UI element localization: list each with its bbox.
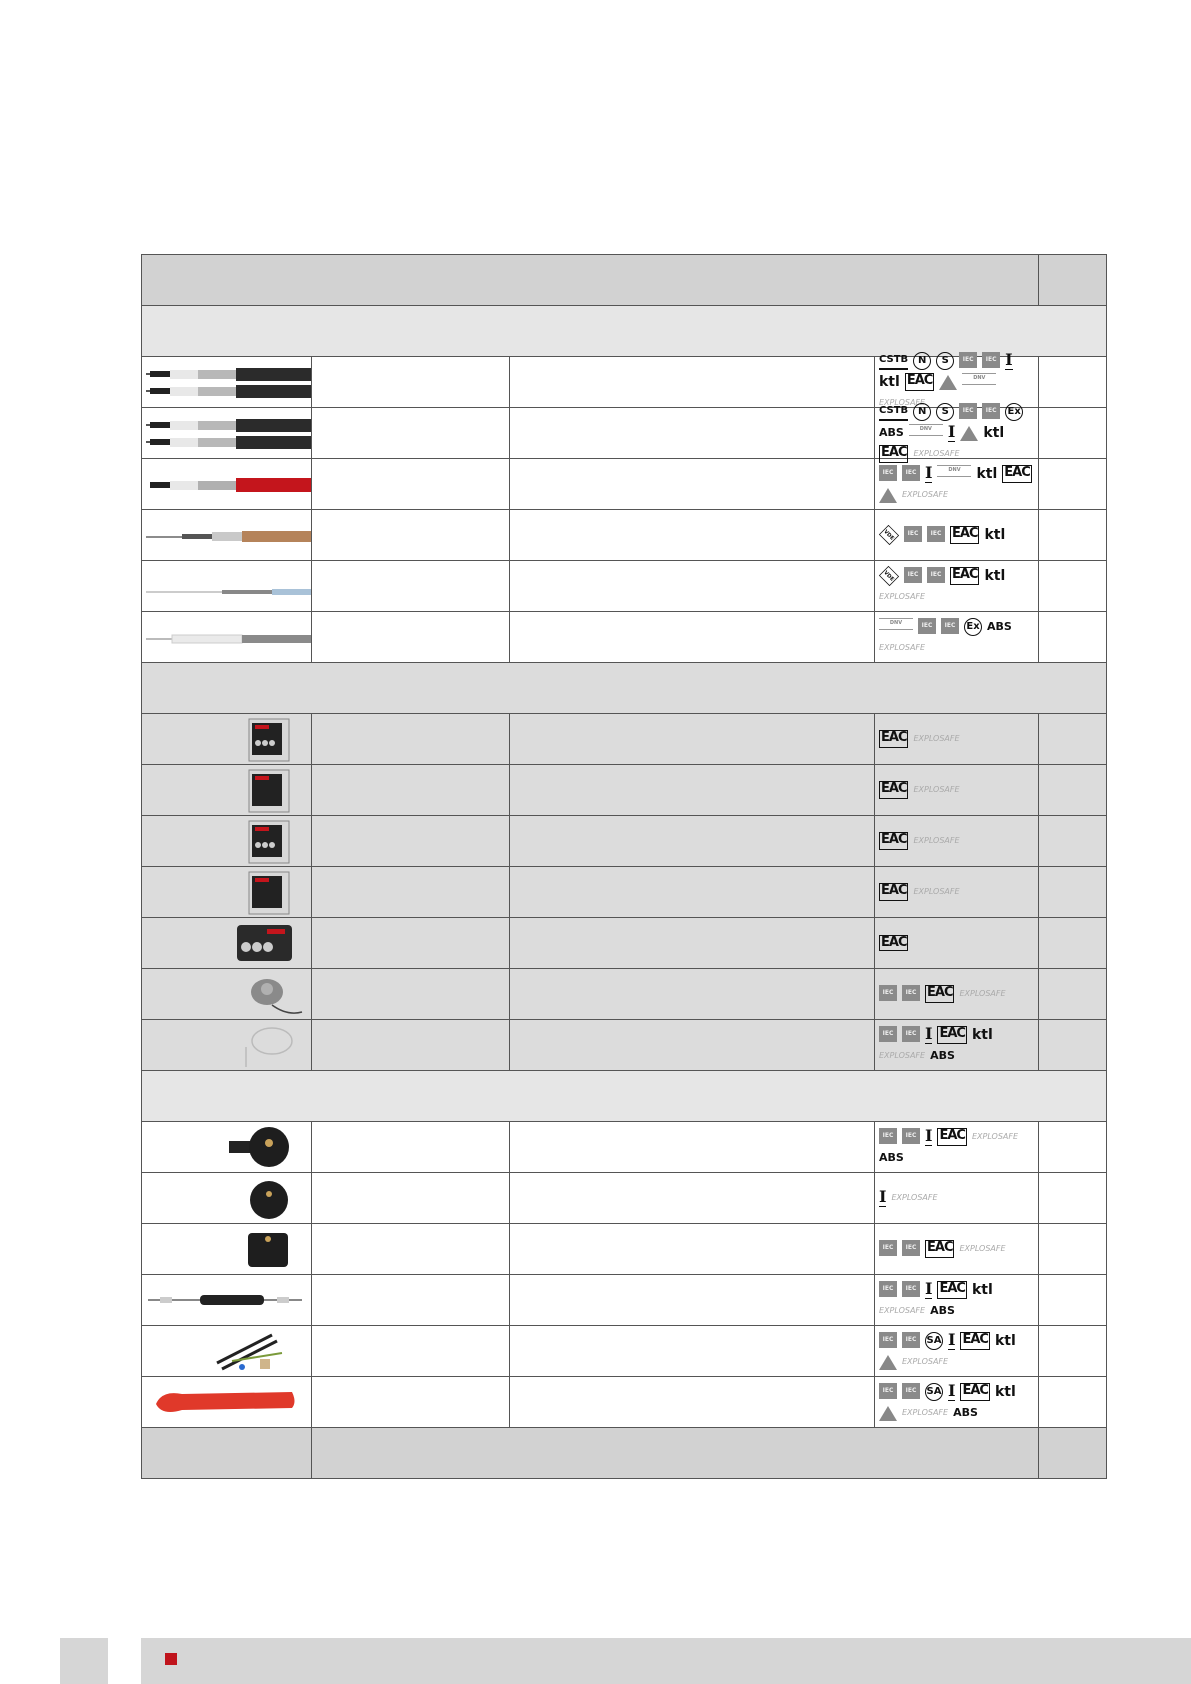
cert-dnv-icon: DNV [962,373,996,385]
cert-cstb-icon: CSTB [879,403,908,421]
table-row [142,1020,1107,1071]
cert-iec-icon: IEC [879,1332,897,1348]
cert-iec-icon: IEC [902,985,920,1001]
product-image [142,766,311,814]
cert-iec-icon: IEC [879,1240,897,1256]
product-description-cell [510,867,875,918]
cert-vde-icon: VDE [879,565,899,585]
cert-triangle-icon [879,1406,897,1421]
cert-abs-icon: ABS [953,1405,978,1419]
product-name-cell [312,1275,510,1326]
cert-explosafe-icon: EXPLOSAFE [879,398,926,407]
footer-page-block [60,1638,108,1684]
certifications-cell [875,510,1039,561]
section-heading-cables [142,306,1107,357]
cert-eac-icon: EAC [879,883,908,901]
cert-explosafe-icon: EXPLOSAFE [959,1244,1006,1253]
cert-vde-icon: VDE [879,525,899,545]
product-description-cell [510,408,875,459]
product-name-cell [312,612,510,663]
product-description-cell [510,1224,875,1275]
page-ref-cell [1039,918,1107,969]
page-ref-cell [1039,408,1107,459]
cert-explosafe-icon: EXPLOSAFE [879,1305,926,1315]
connection-kit-icon [142,1276,311,1324]
cert-eac-icon: EAC [937,1026,966,1044]
product-name-cell [312,765,510,816]
product-name-cell [312,867,510,918]
cert-i-icon: I [925,1278,933,1298]
cert-s-icon: S [936,352,954,370]
certifications-cell [875,350,1039,408]
cert-explosafe-icon: EXPLOSAFE [913,734,960,743]
cert-eac-icon: EAC [950,567,979,585]
certification-logos [875,1380,1038,1424]
product-image [142,919,311,967]
product-description-cell [510,510,875,561]
cert-iec-icon: IEC [902,1128,920,1144]
cert-iec-icon: IEC [904,567,922,583]
product-image-cell [142,765,312,816]
certifications-cell [875,918,1039,969]
section-heading-accessories [142,1071,1107,1122]
cert-explosafe-icon: EXPLOSAFE [913,887,960,896]
certifications-cell [875,1020,1039,1071]
product-name-cell [312,1224,510,1275]
cert-ktl-icon: ktl [994,1332,1016,1349]
product-description-cell [510,1122,875,1173]
table-row [142,459,1107,510]
certifications-cell [875,1122,1039,1173]
cert-i-icon: I [948,1329,956,1349]
page-ref-cell [1039,1326,1107,1377]
table-footer-row [142,1428,1107,1479]
certifications-cell [875,1377,1039,1428]
table-row [142,1224,1107,1275]
product-image-cell [142,816,312,867]
cert-eac-icon: EAC [905,373,934,391]
page-ref-cell [1039,1020,1107,1071]
table-row [142,765,1107,816]
table-row [142,561,1107,612]
cert-iec-icon: IEC [941,618,959,634]
cert-iec-icon: IEC [902,1281,920,1297]
cert-explosafe-icon: EXPLOSAFE [902,1356,949,1366]
table-row [142,408,1107,459]
footer-accent-square [165,1653,177,1665]
end-seal-icon [142,1327,311,1375]
product-image-cell [142,969,312,1020]
cert-ktl-icon: ktl [994,1383,1016,1400]
cert-explosafe-icon: EXPLOSAFE [913,836,960,845]
cert-explosafe-icon: EXPLOSAFE [959,989,1006,998]
footer-cell-left [142,1428,312,1479]
page-ref-cell [1039,816,1107,867]
cert-explosafe-icon: EXPLOSAFE [913,785,960,794]
connection-kit-icon [142,1174,311,1222]
product-name-cell [312,714,510,765]
controller-icon [142,868,311,916]
product-image [142,1174,311,1222]
cert-eac-icon: EAC [925,1240,954,1258]
section-heading-accessories-cell [142,1071,1107,1122]
product-image [142,562,311,610]
product-image-cell [142,612,312,663]
cert-iec-icon: IEC [902,1026,920,1042]
cert-iec-icon: IEC [982,403,1000,419]
certifications-cell [875,969,1039,1020]
product-image [142,715,311,763]
product-image [142,817,311,865]
cert-cstb-icon: CSTB [879,352,908,370]
cert-eac-icon: EAC [960,1383,989,1401]
page-ref-cell [1039,1173,1107,1224]
cable-icon [142,460,311,508]
product-image-cell [142,561,312,612]
product-image [142,1378,311,1426]
cert-eac-icon: EAC [1002,465,1031,483]
table-row [142,612,1107,663]
product-image-cell [142,408,312,459]
certification-logos [875,819,1038,863]
table-row [142,1326,1107,1377]
cert-explosafe-icon: EXPLOSAFE [879,642,926,652]
product-name-cell [312,459,510,510]
product-image-cell [142,714,312,765]
table-row [142,918,1107,969]
page-ref-cell [1039,1122,1107,1173]
cert-iec-icon: IEC [918,618,936,634]
page-ref-cell [1039,561,1107,612]
cert-ktl-icon: ktl [971,1281,993,1298]
product-name-cell [312,510,510,561]
cert-abs-icon: ABS [879,426,904,439]
cert-sa-icon: SA [925,1383,943,1401]
controller-icon [142,715,311,763]
table-row [142,1122,1107,1173]
section-heading-cables-cell [142,306,1107,357]
cert-i-icon: I [925,1023,933,1043]
cert-ex-icon: Ex [964,618,982,636]
product-name-cell [312,1122,510,1173]
certification-logos [875,972,1038,1016]
certification-logos [875,921,1038,965]
controller-icon [142,766,311,814]
cert-s-icon: S [936,403,954,421]
cert-eac-icon: EAC [879,832,908,850]
cert-ex-icon: Ex [1005,403,1023,421]
certifications-cell [875,714,1039,765]
product-description-cell [510,714,875,765]
cert-eac-icon: EAC [937,1281,966,1299]
cert-iec-icon: IEC [927,567,945,583]
cable-icon [142,511,311,559]
certifications-cell [875,459,1039,510]
cert-triangle-icon [960,426,978,441]
page-ref-cell [1039,1377,1107,1428]
cert-dnv-icon: DNV [909,424,943,436]
table-row [142,867,1107,918]
cert-i-icon: I [925,1125,933,1145]
cert-iec-icon: IEC [959,352,977,368]
cert-ktl-icon: ktl [984,567,1006,584]
table-row [142,816,1107,867]
product-image [142,970,311,1018]
product-image-cell [142,1224,312,1275]
certifications-cell [875,612,1039,663]
product-image-cell [142,510,312,561]
page-ref-cell [1039,612,1107,663]
cert-ktl-icon: ktl [984,527,1006,543]
cert-i-icon: I [879,1187,887,1206]
cert-iec-icon: IEC [879,1383,897,1399]
cert-triangle-icon [879,1355,897,1370]
product-description-cell [510,1326,875,1377]
product-name-cell [312,1173,510,1224]
certifications-cell [875,867,1039,918]
cert-explosafe-icon: EXPLOSAFE [891,1193,938,1202]
page-ref-cell [1039,867,1107,918]
cert-iec-icon: IEC [959,403,977,419]
cert-iec-icon: IEC [879,1128,897,1144]
product-description-cell [510,816,875,867]
cert-explosafe-icon: EXPLOSAFE [971,1131,1019,1141]
cert-ktl-icon: ktl [971,1026,993,1043]
product-description-cell [510,612,875,663]
product-image [142,409,311,457]
product-description-cell [510,357,875,408]
connection-kit-icon [142,1225,311,1273]
cert-n-icon: N [913,352,931,370]
product-description-cell [510,561,875,612]
page-ref-cell [1039,459,1107,510]
cable-icon [142,358,311,406]
product-description-cell [510,1275,875,1326]
cert-explosafe-icon: EXPLOSAFE [913,449,960,458]
cert-iec-icon: IEC [879,1281,897,1297]
cert-ktl-icon: ktl [976,465,998,482]
connection-kit-icon [142,1123,311,1171]
product-description-cell [510,918,875,969]
cert-iec-icon: IEC [879,985,897,1001]
certification-logos [875,615,1038,659]
product-name-cell [312,1377,510,1428]
cert-abs-icon: ABS [930,1048,955,1062]
certifications-cell [875,1224,1039,1275]
certification-logos [875,1176,1038,1220]
cert-eac-icon: EAC [879,445,908,463]
product-image [142,868,311,916]
page-ref-cell [1039,510,1107,561]
table-row [142,1275,1107,1326]
certification-logos [875,513,1038,557]
cable-icon [142,613,311,661]
product-image-cell [142,1020,312,1071]
cert-iec-icon: IEC [902,1240,920,1256]
page-ref-cell [1039,969,1107,1020]
table-header-row [142,255,1107,306]
product-description-cell [510,969,875,1020]
certification-logos [875,1023,1038,1067]
product-name-cell [312,408,510,459]
product-description-cell [510,459,875,510]
certification-logos [875,1278,1038,1322]
sensor-icon [142,1021,311,1069]
cable-icon [142,409,311,457]
product-image [142,613,311,661]
product-description-cell [510,1020,875,1071]
cert-eac-icon: EAC [937,1128,966,1146]
cert-dnv-icon: DNV [879,618,913,630]
cable-icon [142,562,311,610]
cert-dnv-icon: DNV [937,465,971,477]
product-name-cell [312,1020,510,1071]
cert-i-icon: I [1005,350,1013,369]
cert-triangle-icon [879,488,897,503]
certifications-cell [875,765,1039,816]
cert-explosafe-icon: EXPLOSAFE [902,489,949,499]
product-name-cell [312,357,510,408]
certification-logos [875,1329,1038,1373]
product-name-cell [312,918,510,969]
certifications-cell [875,1326,1039,1377]
footer-cell-right [1039,1428,1107,1479]
product-name-cell [312,816,510,867]
certification-logos [875,462,1038,506]
product-table [141,254,1107,1479]
cert-eac-icon: EAC [925,985,954,1003]
product-image-cell [142,357,312,408]
cert-abs-icon: ABS [930,1303,955,1317]
tube-icon [142,1378,311,1426]
certification-logos [875,768,1038,812]
cert-abs-icon: ABS [987,619,1012,633]
cert-explosafe-icon: EXPLOSAFE [879,1050,926,1060]
product-image-cell [142,1275,312,1326]
cert-eac-icon: EAC [879,781,908,799]
cert-i-icon: I [947,422,956,441]
cert-iec-icon: IEC [982,352,1000,368]
table-row [142,1377,1107,1428]
cert-iec-icon: IEC [902,1332,920,1348]
certifications-cell [875,1275,1039,1326]
certification-logos [875,1227,1038,1271]
table-row [142,714,1107,765]
product-image [142,1327,311,1375]
section-heading-controllers [142,663,1107,714]
product-image [142,1123,311,1171]
product-image [142,358,311,406]
product-image-cell [142,1377,312,1428]
footer-cell-main [312,1428,1039,1479]
cert-iec-icon: IEC [927,526,945,542]
cert-eac-icon: EAC [881,935,907,950]
page-ref-cell [1039,357,1107,408]
product-name-cell [312,561,510,612]
product-image-cell [142,1122,312,1173]
page-ref-cell [1039,1275,1107,1326]
header-cell-main [142,255,1039,306]
page-ref-cell [1039,765,1107,816]
table-row [142,1173,1107,1224]
header-cell-page [1039,255,1107,306]
product-image-cell [142,1173,312,1224]
cert-eac-icon: EAC [960,1332,989,1350]
cert-iec-icon: IEC [902,1383,920,1399]
product-description-cell [510,1377,875,1428]
product-image [142,460,311,508]
product-image [142,511,311,559]
product-description-cell [510,1173,875,1224]
product-image [142,1225,311,1273]
cert-ktl-icon: ktl [983,425,1005,441]
certification-logos [875,564,1038,608]
certification-logos [875,350,1038,407]
product-description-cell [510,765,875,816]
table-row [142,969,1107,1020]
footer-bar [141,1638,1191,1684]
product-image-cell [142,459,312,510]
cert-n-icon: N [913,403,931,421]
certification-logos [875,1125,1038,1169]
cert-explosafe-icon: EXPLOSAFE [879,591,926,601]
controller-icon [142,817,311,865]
sensor-icon [142,970,311,1018]
page-ref-cell [1039,1224,1107,1275]
product-name-cell [312,1326,510,1377]
cert-iec-icon: IEC [904,526,922,542]
certification-logos [875,717,1038,761]
product-image-cell [142,867,312,918]
product-image-cell [142,918,312,969]
cert-explosafe-icon: EXPLOSAFE [902,1407,949,1417]
cert-i-icon: I [948,1380,956,1400]
cert-sa-icon: SA [925,1332,943,1350]
product-image-cell [142,1326,312,1377]
cert-abs-icon: ABS [879,1150,904,1164]
product-name-cell [312,969,510,1020]
certification-logos [875,870,1038,914]
certifications-cell [875,561,1039,612]
certifications-cell [875,816,1039,867]
cert-eac-icon: EAC [879,730,908,748]
page-ref-cell [1039,714,1107,765]
cert-i-icon: I [925,462,933,482]
certifications-cell [875,405,1039,460]
cert-eac-icon: EAC [950,526,979,544]
product-image [142,1276,311,1324]
cert-iec-icon: IEC [879,465,897,481]
certification-logos [875,405,1038,460]
product-image [142,1021,311,1069]
cert-triangle-icon [939,375,957,390]
controller-icon [142,919,311,967]
cert-iec-icon: IEC [879,1026,897,1042]
table-row [142,510,1107,561]
cert-iec-icon: IEC [902,465,920,481]
section-heading-controllers-cell [142,663,1107,714]
table-row [142,357,1107,408]
cert-ktl-icon: ktl [879,374,900,390]
certifications-cell [875,1173,1039,1224]
